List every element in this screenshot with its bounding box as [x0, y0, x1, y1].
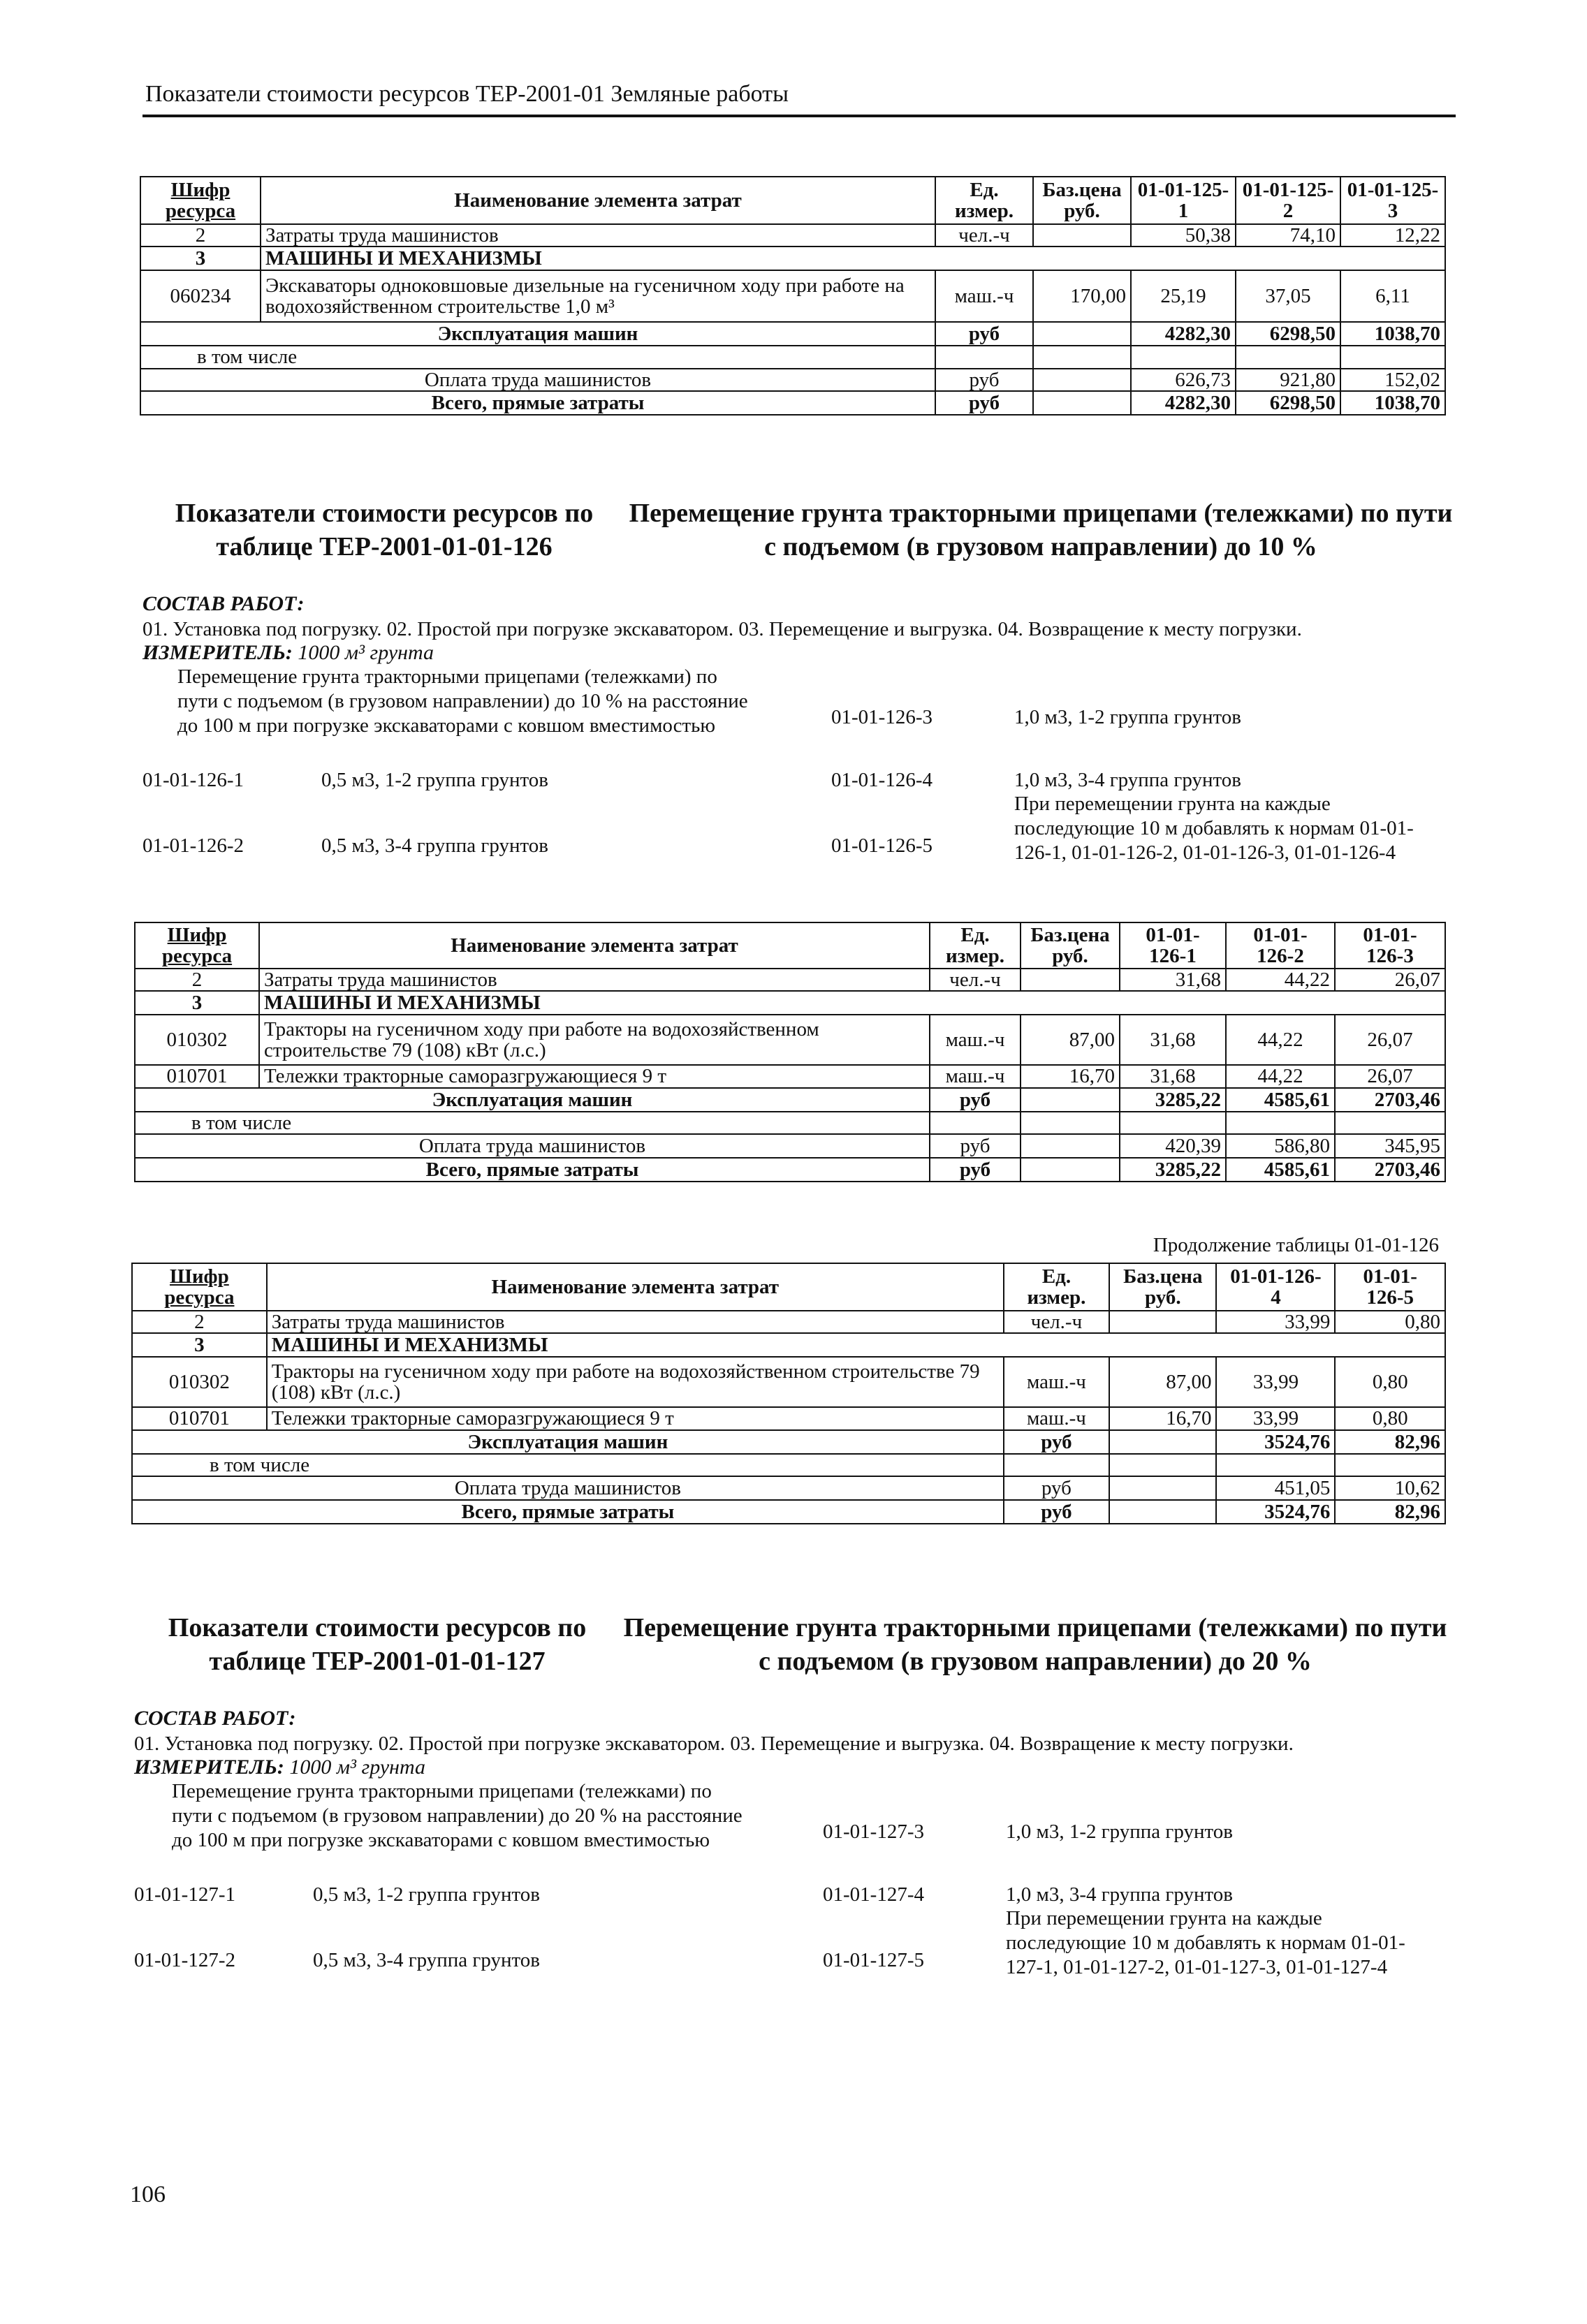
norm-text: 0,5 м3, 1-2 группа грунтов: [321, 769, 548, 791]
section-title-127: Показатели стоимости ресурсов по таблице ТЕР-2001-01-01-127: [168, 1613, 587, 1676]
table-header-row: [135, 922, 1445, 969]
table-header-row: [132, 1263, 1445, 1311]
table-row: Оплата труда машинистов руб 626,73 921,80 152,02: [140, 369, 1445, 391]
col-header-code: Шифр ресурса: [132, 1263, 267, 1311]
table-row: 060234 Экскаваторы одноковшовые дизельные на гусеничном ходу при работе на водохозяйственном строительстве 1,0 м³ маш.-ч 170,00 25,19 37,05 6,11: [140, 270, 1445, 322]
norm-code: 01-01-126-1: [142, 769, 244, 791]
norm-text: 0,5 м3, 3-4 группа грунтов: [313, 1949, 540, 1971]
col-header-norm: 01-01-125- 1: [1131, 177, 1236, 224]
col-header-code: Шифр ресурса: [140, 177, 261, 224]
col-header-unit: Ед. измер.: [1004, 1263, 1109, 1311]
norm-description: Перемещение грунта тракторными прицепами (тележками) по пути с подъемом (в грузовом направлении) до 10 % на расстояние до 100 м при погрузке экскаваторами с ковшом вместимостью: [177, 665, 748, 737]
col-header-name: Наименование элемента затрат: [267, 1263, 1004, 1311]
norm-code: 01-01-126-3: [831, 706, 933, 728]
table-row: 2 Затраты труда машинистов чел.-ч 31,68 44,22 26,07: [135, 969, 1445, 991]
col-header-price: Баз.цена руб.: [1109, 1263, 1216, 1311]
table-row: Эксплуатация машин руб 3285,22 4585,61 2703,46: [135, 1088, 1445, 1112]
col-header-norm: 01-01- 126-2: [1226, 922, 1335, 969]
col-header-norm: 01-01- 126-3: [1335, 922, 1445, 969]
page-number: 106: [130, 2182, 166, 2207]
col-header-norm: 01-01- 126-5: [1335, 1263, 1445, 1311]
col-header-name: Наименование элемента затрат: [259, 922, 930, 969]
norm-text: При перемещении грунта на каждые последующие 10 м добавлять к нормам 01-01-126-1, 01-01-126-2, 01-01-126-3, 01-01-126-4: [1014, 793, 1414, 864]
table-row: 010302 Тракторы на гусеничном ходу при работе на водохозяйственном строительстве 79 (108) кВт (л.с.) маш.-ч 87,00 31,68 44,22 26,07: [135, 1015, 1445, 1065]
table-row: 010701 Тележки тракторные саморазгружающиеся 9 т маш.-ч 16,70 31,68 44,22 26,07: [135, 1065, 1445, 1087]
table-row: в том числе: [135, 1112, 1445, 1134]
norm-text: 1,0 м3, 1-2 группа грунтов: [1014, 706, 1241, 728]
norm-code: 01-01-127-4: [823, 1883, 924, 1906]
norm-code: 01-01-126-2: [142, 834, 244, 857]
table-header-row: [140, 177, 1445, 224]
section-subtitle-127: Перемещение грунта тракторными прицепами (тележками) по пути с подъемом (в грузовом направлении) до 20 %: [623, 1613, 1447, 1676]
norm-code: 01-01-127-5: [823, 1949, 924, 1971]
norm-text: 0,5 м3, 1-2 группа грунтов: [313, 1883, 540, 1906]
izmeritel: ИЗМЕРИТЕЛЬ: 1000 м³ грунта: [134, 1756, 426, 1779]
col-header-unit: Ед. измер.: [930, 922, 1021, 969]
resource-table-126: [134, 922, 1446, 1182]
table-row: Всего, прямые затраты руб 3524,76 82,96: [132, 1500, 1445, 1524]
section-subtitle-126: Перемещение грунта тракторными прицепами (тележками) по пути с подъемом (в грузовом направлении) до 10 %: [629, 499, 1453, 561]
col-header-norm: 01-01-125- 3: [1340, 177, 1445, 224]
norm-code: 01-01-127-1: [134, 1883, 235, 1906]
col-header-name: Наименование элемента затрат: [261, 177, 935, 224]
section-title-126: Показатели стоимости ресурсов по таблице ТЕР-2001-01-01-126: [175, 499, 594, 561]
norm-code: 01-01-126-4: [831, 769, 933, 791]
norm-description: Перемещение грунта тракторными прицепами (тележками) по пути с подъемом (в грузовом направлении) до 20 % на расстояние до 100 м при погрузке экскаваторами с ковшом вместимостью: [172, 1780, 743, 1851]
header-divider: [142, 115, 1456, 117]
table-row: Эксплуатация машин руб 4282,30 6298,50 1038,70: [140, 322, 1445, 346]
table-row: 010701 Тележки тракторные саморазгружающиеся 9 т маш.-ч 16,70 33,99 0,80: [132, 1407, 1445, 1429]
table-row: 2 Затраты труда машинистов чел.-ч 33,99 0,80: [132, 1311, 1445, 1333]
table-row: 3 МАШИНЫ И МЕХАНИЗМЫ: [135, 991, 1445, 1015]
table-row: Всего, прямые затраты руб 4282,30 6298,50 1038,70: [140, 391, 1445, 415]
table-row: 2 Затраты труда машинистов чел.-ч 50,38 74,10 12,22: [140, 224, 1445, 247]
col-header-norm: 01-01-125- 2: [1236, 177, 1340, 224]
table-row: 3 МАШИНЫ И МЕХАНИЗМЫ: [132, 1333, 1445, 1357]
col-header-norm: 01-01-126- 4: [1216, 1263, 1335, 1311]
table-row: Оплата труда машинистов руб 451,05 10,62: [132, 1476, 1445, 1500]
norm-text: 1,0 м3, 3-4 группа грунтов: [1006, 1883, 1233, 1906]
norm-text: 1,0 м3, 1-2 группа грунтов: [1006, 1821, 1233, 1843]
norm-text: 0,5 м3, 3-4 группа грунтов: [321, 834, 548, 857]
table-row: 010302 Тракторы на гусеничном ходу при работе на водохозяйственном строительстве 79 (108) кВт (л.с.) маш.-ч 87,00 33,99 0,80: [132, 1357, 1445, 1407]
resource-table-126-continued: [131, 1263, 1446, 1524]
norm-text: 1,0 м3, 3-4 группа грунтов: [1014, 769, 1241, 791]
page-header: Показатели стоимости ресурсов ТЕР-2001-01 Земляные работы: [145, 81, 789, 107]
sostav-label: СОСТАВ РАБОТ:: [134, 1707, 296, 1730]
table-row: Эксплуатация машин руб 3524,76 82,96: [132, 1430, 1445, 1454]
norm-code: 01-01-127-3: [823, 1821, 924, 1843]
table-row: 3 МАШИНЫ И МЕХАНИЗМЫ: [140, 247, 1445, 270]
col-header-code: Шифр ресурса: [135, 922, 259, 969]
col-header-norm: 01-01- 126-1: [1120, 922, 1226, 969]
table-row: в том числе: [132, 1454, 1445, 1476]
sostav-label: СОСТАВ РАБОТ:: [142, 592, 305, 615]
table-row: в том числе: [140, 346, 1445, 368]
col-header-price: Баз.цена руб.: [1033, 177, 1131, 224]
izmeritel: ИЗМЕРИТЕЛЬ: 1000 м³ грунта: [142, 641, 434, 664]
table-row: Оплата труда машинистов руб 420,39 586,80 345,95: [135, 1134, 1445, 1158]
sostav-text: 01. Установка под погрузку. 02. Простой при погрузке экскаватором. 03. Перемещение и выгрузка. 04. Возвращение к месту погрузки.: [142, 618, 1302, 640]
col-header-price: Баз.цена руб.: [1021, 922, 1120, 969]
norm-code: 01-01-127-2: [134, 1949, 235, 1971]
table-row: Всего, прямые затраты руб 3285,22 4585,61 2703,46: [135, 1158, 1445, 1182]
norm-text: При перемещении грунта на каждые последующие 10 м добавлять к нормам 01-01-127-1, 01-01-127-2, 01-01-127-3, 01-01-127-4: [1006, 1907, 1405, 1978]
col-header-unit: Ед. измер.: [935, 177, 1033, 224]
table-continuation-caption: Продолжение таблицы 01-01-126: [1153, 1234, 1439, 1256]
sostav-text: 01. Установка под погрузку. 02. Простой при погрузке экскаватором. 03. Перемещение и выгрузка. 04. Возвращение к месту погрузки.: [134, 1733, 1294, 1755]
resource-table-125: [140, 176, 1446, 415]
norm-code: 01-01-126-5: [831, 834, 933, 857]
